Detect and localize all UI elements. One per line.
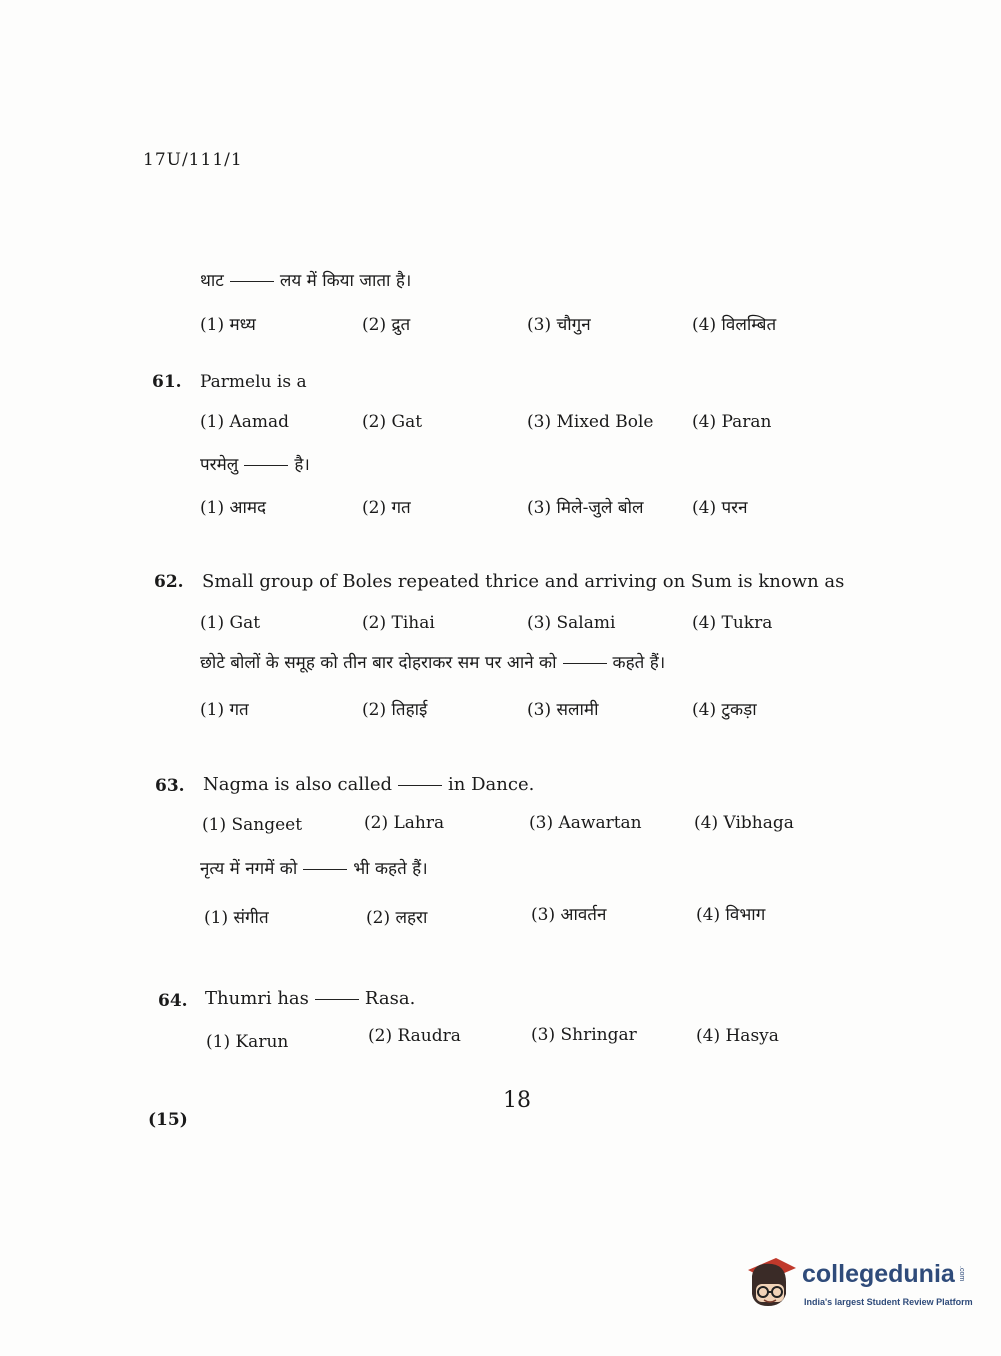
question-63-english-stem: Nagma is also called in Dance. bbox=[203, 774, 535, 795]
blank-line bbox=[230, 281, 274, 282]
collegedunia-watermark bbox=[742, 1250, 972, 1320]
question-63-hindi-option-2: (2) लहरा bbox=[366, 908, 428, 928]
question-63-hindi-stem: नृत्य में नगमें को भी कहते हैं। bbox=[200, 859, 428, 879]
question-60-hindi-option-2: (2) द्रुत bbox=[362, 315, 411, 335]
question-63-english-option-4: (4) Vibhaga bbox=[694, 813, 794, 833]
question-62-hindi-option-1: (1) गत bbox=[200, 700, 249, 720]
question-64-english-option-1: (1) Karun bbox=[206, 1032, 289, 1052]
blank-line bbox=[303, 869, 347, 870]
question-61-english-stem: Parmelu is a bbox=[200, 372, 307, 392]
question-62-english-option-3: (3) Salami bbox=[527, 613, 616, 633]
question-64-english-option-3: (3) Shringar bbox=[531, 1025, 637, 1045]
question-60-hindi-option-1: (1) मध्य bbox=[200, 315, 256, 335]
question-61-english-option-1: (1) Aamad bbox=[200, 412, 290, 432]
question-61-hindi-option-4: (4) परन bbox=[692, 498, 748, 518]
question-60-hindi-option-3: (3) चौगुन bbox=[527, 315, 591, 335]
watermark-brand: collegedunia bbox=[802, 1260, 955, 1288]
question-62-number: 62. bbox=[154, 572, 184, 592]
question-63-hindi-option-4: (4) विभाग bbox=[696, 905, 766, 925]
question-64-english-option-4: (4) Hasya bbox=[696, 1026, 779, 1046]
question-63-english-option-2: (2) Lahra bbox=[364, 813, 445, 833]
question-63-english-option-3: (3) Aawartan bbox=[529, 813, 642, 833]
question-61-hindi-option-2: (2) गत bbox=[362, 498, 411, 518]
question-61-english-option-4: (4) Paran bbox=[692, 412, 772, 432]
blank-line bbox=[398, 785, 442, 786]
question-64-number: 64. bbox=[158, 991, 188, 1011]
question-60-hindi-option-4: (4) विलम्बित bbox=[692, 315, 777, 335]
question-63-english-option-1: (1) Sangeet bbox=[202, 815, 303, 835]
question-61-english-option-3: (3) Mixed Bole bbox=[527, 412, 654, 432]
question-63-hindi-option-1: (1) संगीत bbox=[204, 908, 269, 928]
watermark-suffix: .com bbox=[958, 1266, 965, 1282]
question-62-hindi-option-3: (3) सलामी bbox=[527, 700, 599, 720]
question-63-number: 63. bbox=[155, 776, 185, 796]
question-62-hindi-stem: छोटे बोलों के समूह को तीन बार दोहराकर सम पर आने को कहते हैं। bbox=[200, 653, 666, 673]
mascot-icon bbox=[742, 1250, 800, 1312]
paper-code: 17U/111/1 bbox=[143, 150, 243, 170]
question-63-hindi-option-3: (3) आवर्तन bbox=[531, 905, 607, 925]
blank-line bbox=[563, 663, 607, 664]
blank-line bbox=[244, 465, 288, 466]
question-61-hindi-option-3: (3) मिले-जुले बोल bbox=[527, 498, 644, 518]
question-61-hindi-option-1: (1) आमद bbox=[200, 498, 267, 518]
page-number: 18 bbox=[503, 1088, 531, 1113]
question-64-english-option-2: (2) Raudra bbox=[368, 1026, 461, 1046]
question-62-english-option-1: (1) Gat bbox=[200, 613, 261, 633]
question-62-english-option-2: (2) Tihai bbox=[362, 613, 435, 633]
question-62-hindi-option-2: (2) तिहाई bbox=[362, 700, 428, 720]
watermark-tagline: India's largest Student Review Platform bbox=[804, 1297, 973, 1307]
blank-line bbox=[315, 999, 359, 1000]
page-mark: (15) bbox=[148, 1110, 188, 1130]
question-61-number: 61. bbox=[152, 372, 182, 392]
question-61-hindi-stem: परमेलु है। bbox=[200, 455, 310, 475]
question-61-english-option-2: (2) Gat bbox=[362, 412, 423, 432]
question-62-english-stem: Small group of Boles repeated thrice and arriving on Sum is known as bbox=[202, 571, 845, 592]
question-62-english-option-4: (4) Tukra bbox=[692, 613, 773, 633]
question-60-hindi-stem: थाट लय में किया जाता है। bbox=[200, 271, 412, 291]
question-64-english-stem: Thumri has Rasa. bbox=[205, 988, 416, 1009]
question-62-hindi-option-4: (4) टुकड़ा bbox=[692, 700, 757, 720]
